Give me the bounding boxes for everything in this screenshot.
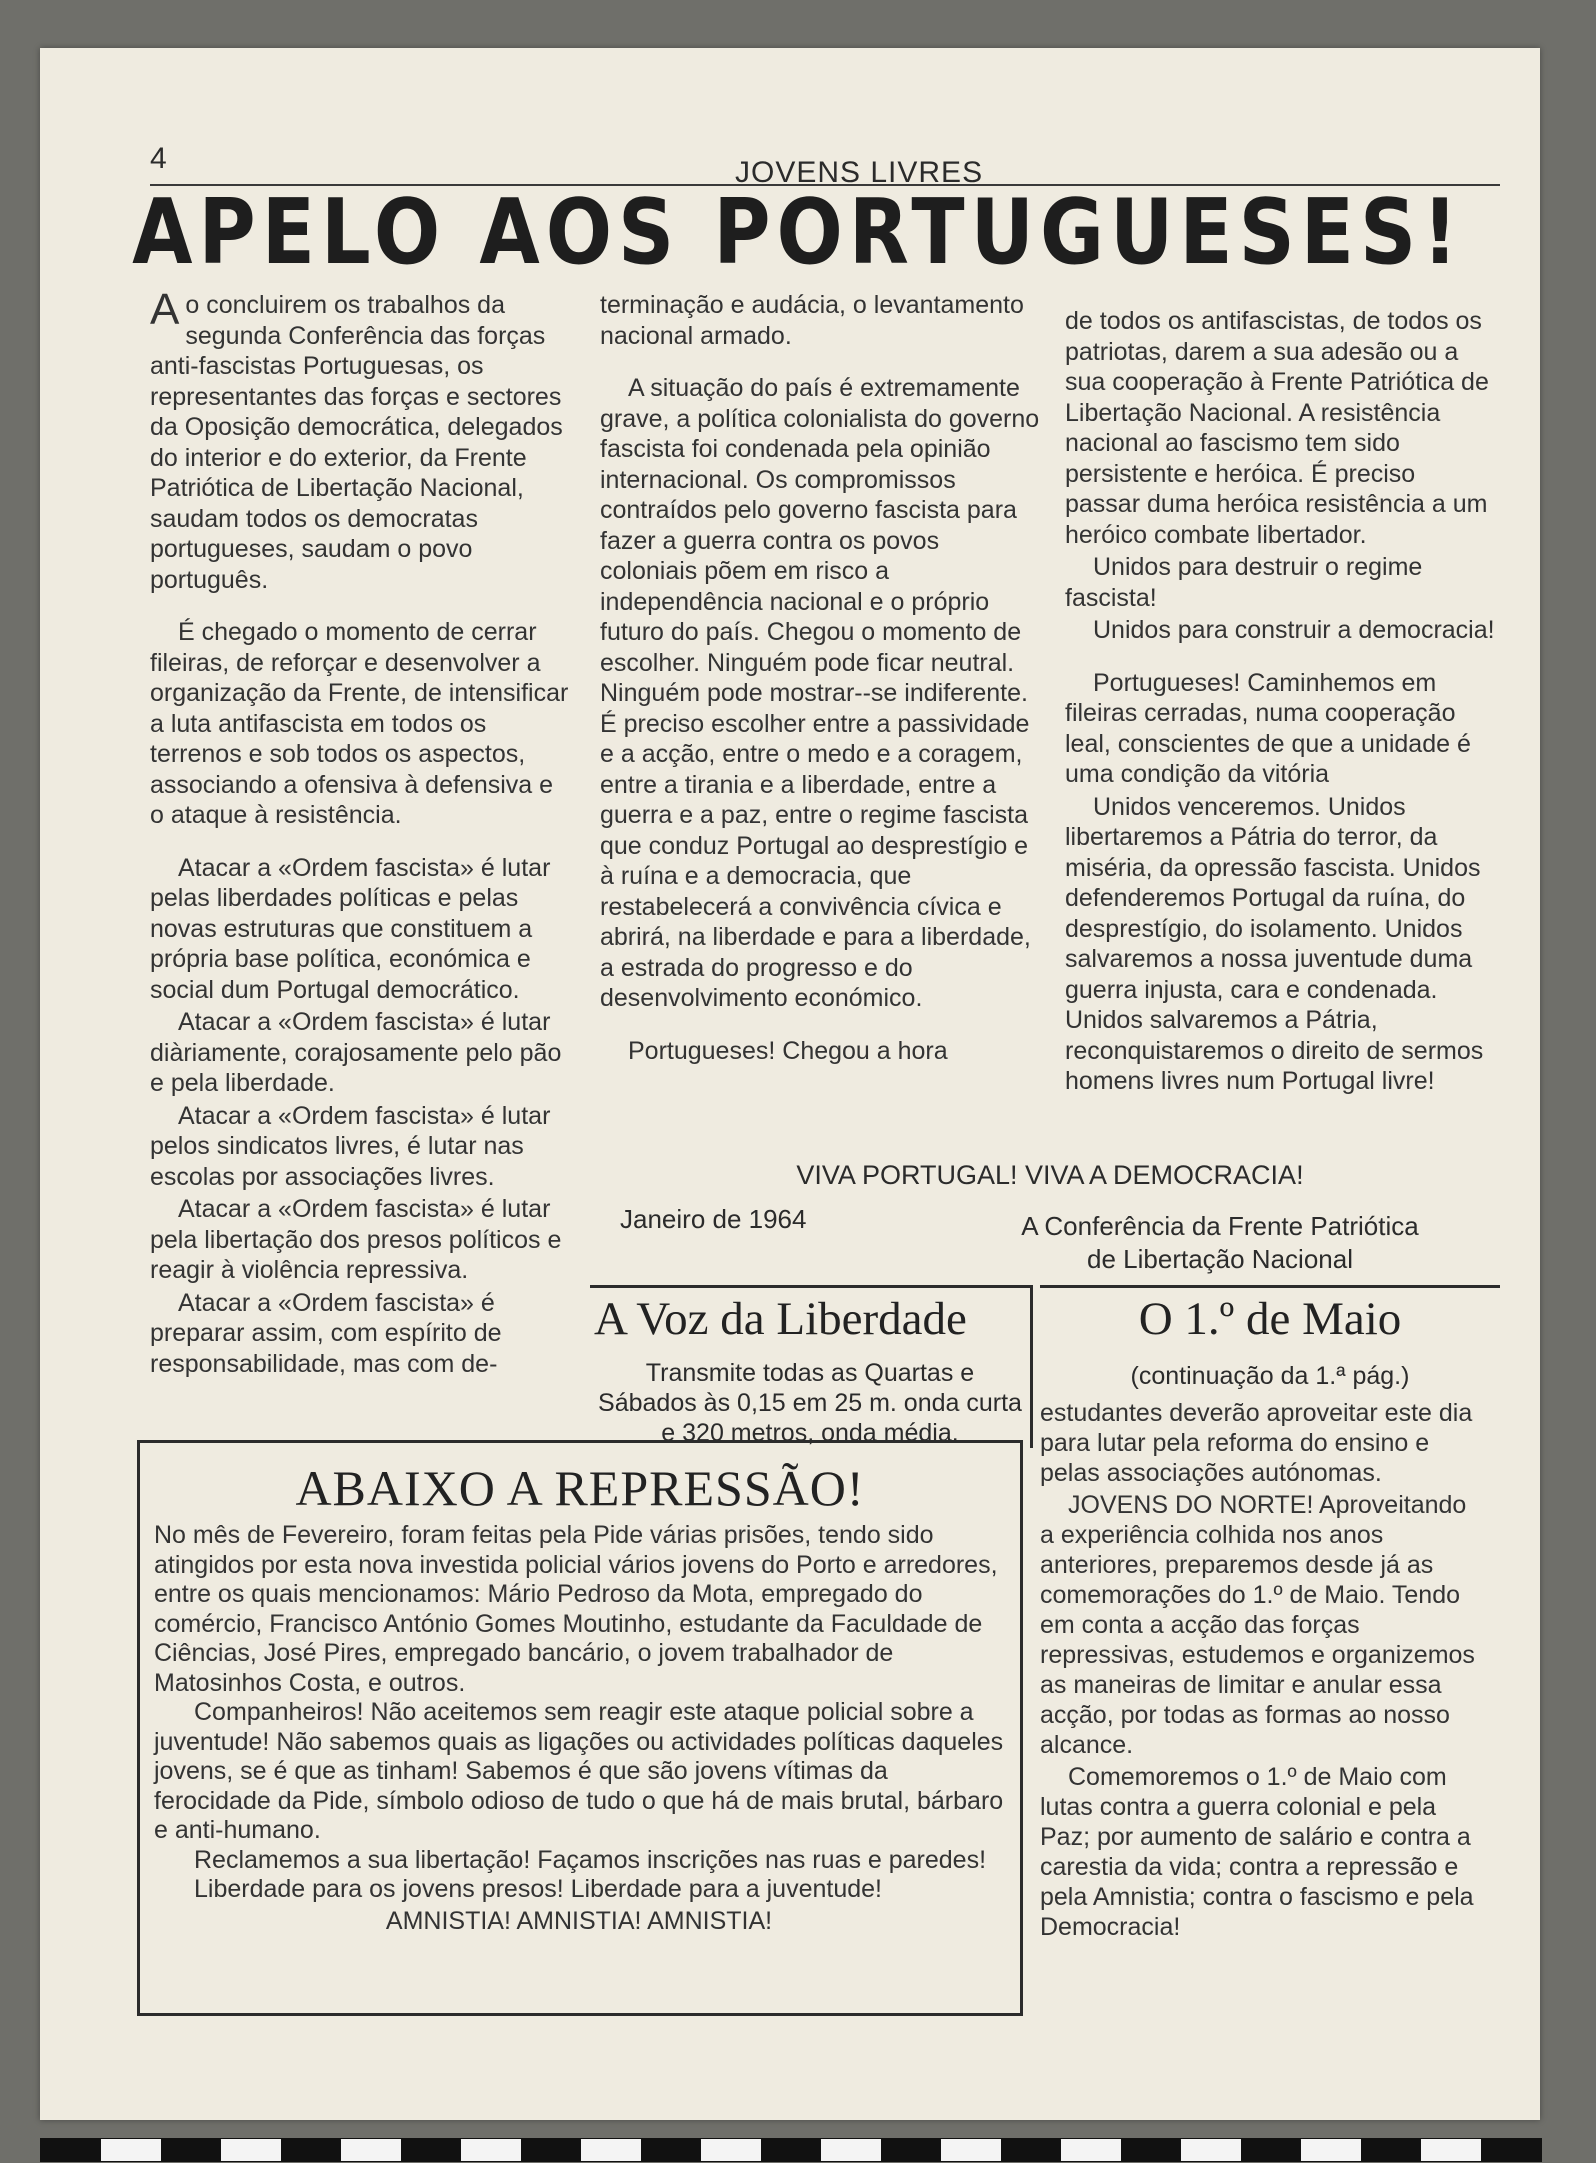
article-paragraph: terminação e audácia, o levantamento nacional armado.: [600, 291, 1024, 350]
repressao-title: ABAIXO A REPRESSÃO!: [295, 1460, 865, 1516]
article-paragraph: estudantes deverão aproveitar este dia para lutar pela reforma do ensino e pelas associações autónomas.: [1040, 1399, 1473, 1487]
article-paragraph: Portugueses! Caminhemos em fileiras cerradas, numa cooperação leal, conscientes de que a unidade é uma condição da vitória: [1065, 668, 1471, 788]
article-paragraph: Atacar a «Ordem fascista» é lutar pelos sindicatos livres, é lutar nas escolas por associações livres.: [150, 1101, 551, 1191]
article-column-2: [600, 290, 1040, 1088]
article-paragraph: Atacar a «Ordem fascista» é lutar pelas liberdades políticas e pelas novas estruturas que constituem a própria base política, económica e social dum Portugal democrático.: [150, 853, 551, 1004]
article-paragraph: Portugueses! Chegou a hora: [628, 1036, 948, 1065]
article-date: Janeiro de 1964: [620, 1204, 807, 1234]
voz-da-liberdade-box: [590, 1285, 1033, 1448]
scale-ruler: [40, 2138, 1542, 2162]
voz-body: Transmite todas as Quartas e Sábados às 0,15 em 25 m. onda curta e 320 metros, onda média.: [598, 1359, 1022, 1447]
newspaper-name: JOVENS LIVRES: [735, 156, 984, 189]
main-headline: APELO AOS PORTUGUESES!: [132, 181, 1464, 285]
article-paragraph: No mês de Fevereiro, foram feitas pela Pide várias prisões, tendo sido atingidos por esta nova investida policial vários jovens do Porto e arredores, entre os quais mencionamos: Mário Pedroso da Mota, empregado do comércio, Francisco António Gomes Moutinho, estudante da Faculdade de Ciências, José Pires, empregado bancário, o jovem trabalhador de Matosinhos Costa, e outros.: [154, 1521, 998, 1697]
article-paragraph: Ao concluirem os trabalhos da segunda Conferência das forças anti-fascistas Portuguesas, os representantes das forças e sectores da Oposição democrática, delegados do interior e do exterior, da Frente Patriótica de Libertação Nacional, saudam todos os democratas portugueses, saudam o povo português.: [150, 285, 563, 594]
article-paragraph: Liberdade para os jovens presos! Liberdade para a juventude!: [194, 1875, 882, 1903]
article-paragraph: Atacar a «Ordem fascista» é lutar pela libertação dos presos políticos e reagir à violência repressiva.: [150, 1195, 562, 1284]
article-paragraph: Reclamemos a sua libertação! Façamos inscrições nas ruas e paredes!: [194, 1845, 987, 1874]
repressao-article: [154, 1521, 1004, 1936]
article-paragraph: É chegado o momento de cerrar fileiras, de reforçar e desenvolver a organização da Frente, de intensificar a luta antifascista em todos os terrenos e sob todos os aspectos, associando a ofensiva à defensiva e o ataque à resistência.: [150, 618, 569, 829]
article-paragraph: Companheiros! Não aceitemos sem reagir este ataque policial sobre a juventude! Não sabemos quais as ligações ou actividades políticas daqueles jovens, se é que as tinham! Sabemos é que são jovens vítimas da ferocidade da Pide, símbolo odioso de tudo o que há de mais brutal, bárbaro e anti-humano.: [154, 1698, 1004, 1844]
article-signature: [960, 1210, 1480, 1276]
drop-cap: A: [150, 285, 180, 334]
article-column-3: [1065, 306, 1495, 1099]
signature-line: de Libertação Nacional: [1087, 1244, 1353, 1274]
signature-line: A Conferência da Frente Patriótica: [1021, 1211, 1419, 1241]
abaixo-repressao-box: [137, 1440, 1023, 2016]
article-paragraph: Unidos para construir a democracia!: [1093, 616, 1495, 644]
article-paragraph: A situação do país é extremamente grave, a política colonialista do governo fascista foi condenada pela opinião internacional. Os compromissos contraídos pelo governo fascista para fazer a guerra contra os povos coloniais põem em risco a independência nacional e o próprio futuro do país. Chegou o momento de escolher. Ninguém pode ficar neutral. Ninguém pode mostrar--se indiferente. É preciso escolher entre a passividade e a acção, entre o medo e a coragem, entre a tirania e a liberdade, entre a guerra e a paz, entre o regime fascista que conduz Portugal ao desprestígio e à ruína e a democracia, que restabelecerá a convivência cívica e abrirá, na liberdade e para a liberdade, a estrada do progresso e do desenvolvimento económico.: [600, 374, 1040, 1012]
maio-article: [1040, 1398, 1480, 1944]
amnistia-slogan: AMNISTIA! AMNISTIA! AMNISTIA!: [385, 1906, 773, 1935]
voz-title: A Voz da Liberdade: [594, 1293, 967, 1345]
maio-title: O 1.º de Maio: [1138, 1293, 1402, 1345]
article-paragraph: Unidos venceremos. Unidos libertaremos a Pátria do terror, da miséria, da opressão fascista. Unidos defenderemos Portugal da ruína, do desprestígio, do isolamento. Unidos salvaremos a nossa juventude duma guerra injusta, cara e condenada. Unidos salvaremos a Pátria, reconquistaremos o direito de sermos homens livres num Portugal livre!: [1065, 792, 1484, 1095]
closing-slogan: VIVA PORTUGAL! VIVA A DEMOCRACIA!: [796, 1160, 1304, 1190]
page-number: 4: [150, 142, 167, 175]
article-paragraph: Atacar a «Ordem fascista» é preparar assim, com espírito de responsabilidade, mas com de-: [150, 1288, 502, 1378]
maio-subtitle: (continuação da 1.ª pág.): [1130, 1362, 1410, 1390]
primeiro-maio-box: [1040, 1285, 1500, 1391]
page-header: [150, 142, 1500, 189]
article-column-1: [150, 285, 570, 1381]
article-paragraph: de todos os antifascistas, de todos os patriotas, darem a sua adesão ou a sua cooperação à Frente Patriótica de Libertação Nacional. A resistência nacional ao fascismo tem sido persistente e heróica. É preciso passar duma heróica resistência a um heróico combate libertador.: [1065, 307, 1489, 549]
article-paragraph: Atacar a «Ordem fascista» é lutar diàriamente, corajosamente pelo pão e pela liberdade.: [150, 1008, 562, 1097]
article-paragraph: JOVENS DO NORTE! Aproveitando a experiência colhida nos anos anteriores, preparemos desde já as comemorações do 1.º de Maio. Tendo em conta a acção das forças repressivas, estudemos e organizemos as maneiras de limitar e anular essa acção, por todas as formas ao nosso alcance.: [1040, 1491, 1475, 1759]
article-paragraph: Comemoremos o 1.º de Maio com lutas contra a guerra colonial e pela Paz; por aumento de salário e contra a carestia da vida; contra a repressão e pela Amnistia; contra o fascismo e pela Democracia!: [1040, 1763, 1474, 1941]
article-paragraph: Unidos para destruir o regime fascista!: [1065, 553, 1423, 612]
